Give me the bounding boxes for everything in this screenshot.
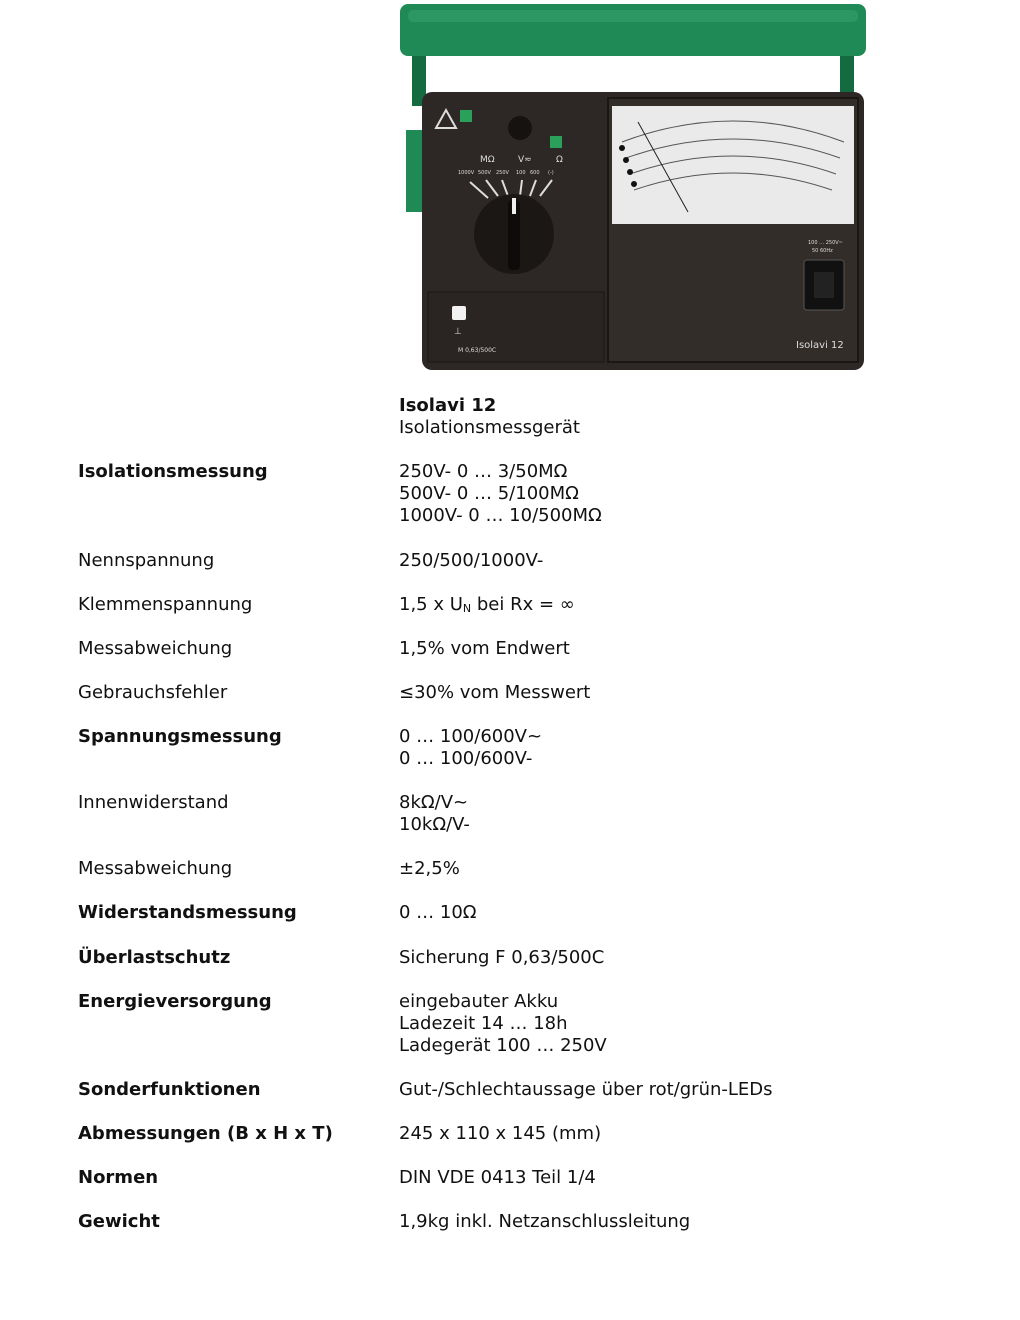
- spec-label: Innenwiderstand: [78, 792, 229, 813]
- spec-value: Gut-/Schlechtaussage über rot/grün-LEDs: [399, 1079, 773, 1100]
- device-image: [398, 2, 868, 372]
- range-label: 100: [516, 170, 526, 176]
- test-button: [452, 306, 466, 320]
- spec-label: Abmessungen (B x H x T): [78, 1123, 333, 1144]
- spec-value: Sicherung F 0,63/500C: [399, 947, 605, 968]
- spec-value: 1,9kg inkl. Netzanschlussleitung: [399, 1211, 691, 1232]
- range-label: 500V: [478, 170, 491, 176]
- spec-label: Nennspannung: [78, 550, 215, 571]
- spec-value: ≤30% vom Messwert: [399, 682, 591, 703]
- svg-text:⊥: ⊥: [454, 327, 462, 337]
- spec-label: Energieversorgung: [78, 991, 272, 1012]
- terminal-icon: [508, 116, 532, 140]
- spec-value: 1,5% vom Endwert: [399, 638, 570, 659]
- range-label: 600: [530, 170, 540, 176]
- spec-value: 0 … 10Ω: [399, 902, 477, 923]
- spec-label: Isolationsmessung: [78, 461, 268, 482]
- range-label: 1000V: [458, 170, 475, 176]
- brand-label: Isolavi 12: [796, 340, 844, 351]
- spec-label: Normen: [78, 1167, 159, 1188]
- spec-value: 1,5 x $U_N$ bei Rx = ∞: [399, 594, 575, 615]
- product-name: Isolavi 12: [399, 395, 497, 416]
- fuse-label: M 0,63/500C: [458, 347, 497, 354]
- spec-value: 8kΩ/V~ 10kΩ/V-: [399, 792, 470, 835]
- spec-label: Klemmenspannung: [78, 594, 253, 615]
- spec-value: 245 x 110 x 145 (mm): [399, 1123, 602, 1144]
- panel-label-ohm: Ω: [556, 155, 563, 165]
- spec-label: Sonderfunktionen: [78, 1079, 261, 1100]
- product-subtitle: Isolationsmessgerät: [399, 417, 580, 438]
- spec-label: Überlastschutz: [78, 947, 231, 968]
- spec-value: 0 … 100/600V~ 0 … 100/600V-: [399, 726, 543, 769]
- meter-scale: [612, 106, 854, 224]
- mains-label-1: 100 … 250V~: [808, 240, 843, 246]
- spec-label: Messabweichung: [78, 858, 233, 879]
- spec-label: Spannungsmessung: [78, 726, 282, 747]
- spec-label: Messabweichung: [78, 638, 233, 659]
- side-bracket-left: [406, 130, 422, 212]
- spec-value: ±2,5%: [399, 858, 460, 879]
- mains-label-2: 50 60Hz: [812, 248, 833, 254]
- range-label: (-): [548, 170, 554, 176]
- product-heading: [399, 395, 580, 439]
- spec-value: eingebauter Akku Ladezeit 14 … 18h Ladegerät 100 … 250V: [399, 991, 607, 1056]
- spec-label: Gewicht: [78, 1211, 160, 1232]
- panel-label-v: V≂: [518, 155, 532, 165]
- panel-label-mohm: MΩ: [480, 155, 495, 165]
- range-label: 250V: [496, 170, 509, 176]
- spec-value: 250V- 0 … 3/50MΩ 500V- 0 … 5/100MΩ 1000V- 0 … 10/500MΩ: [399, 461, 602, 526]
- spec-value: DIN VDE 0413 Teil 1/4: [399, 1167, 596, 1188]
- spec-label: Widerstandsmessung: [78, 902, 297, 923]
- spec-value: 250/500/1000V-: [399, 550, 544, 571]
- spec-label: Gebrauchsfehler: [78, 682, 228, 703]
